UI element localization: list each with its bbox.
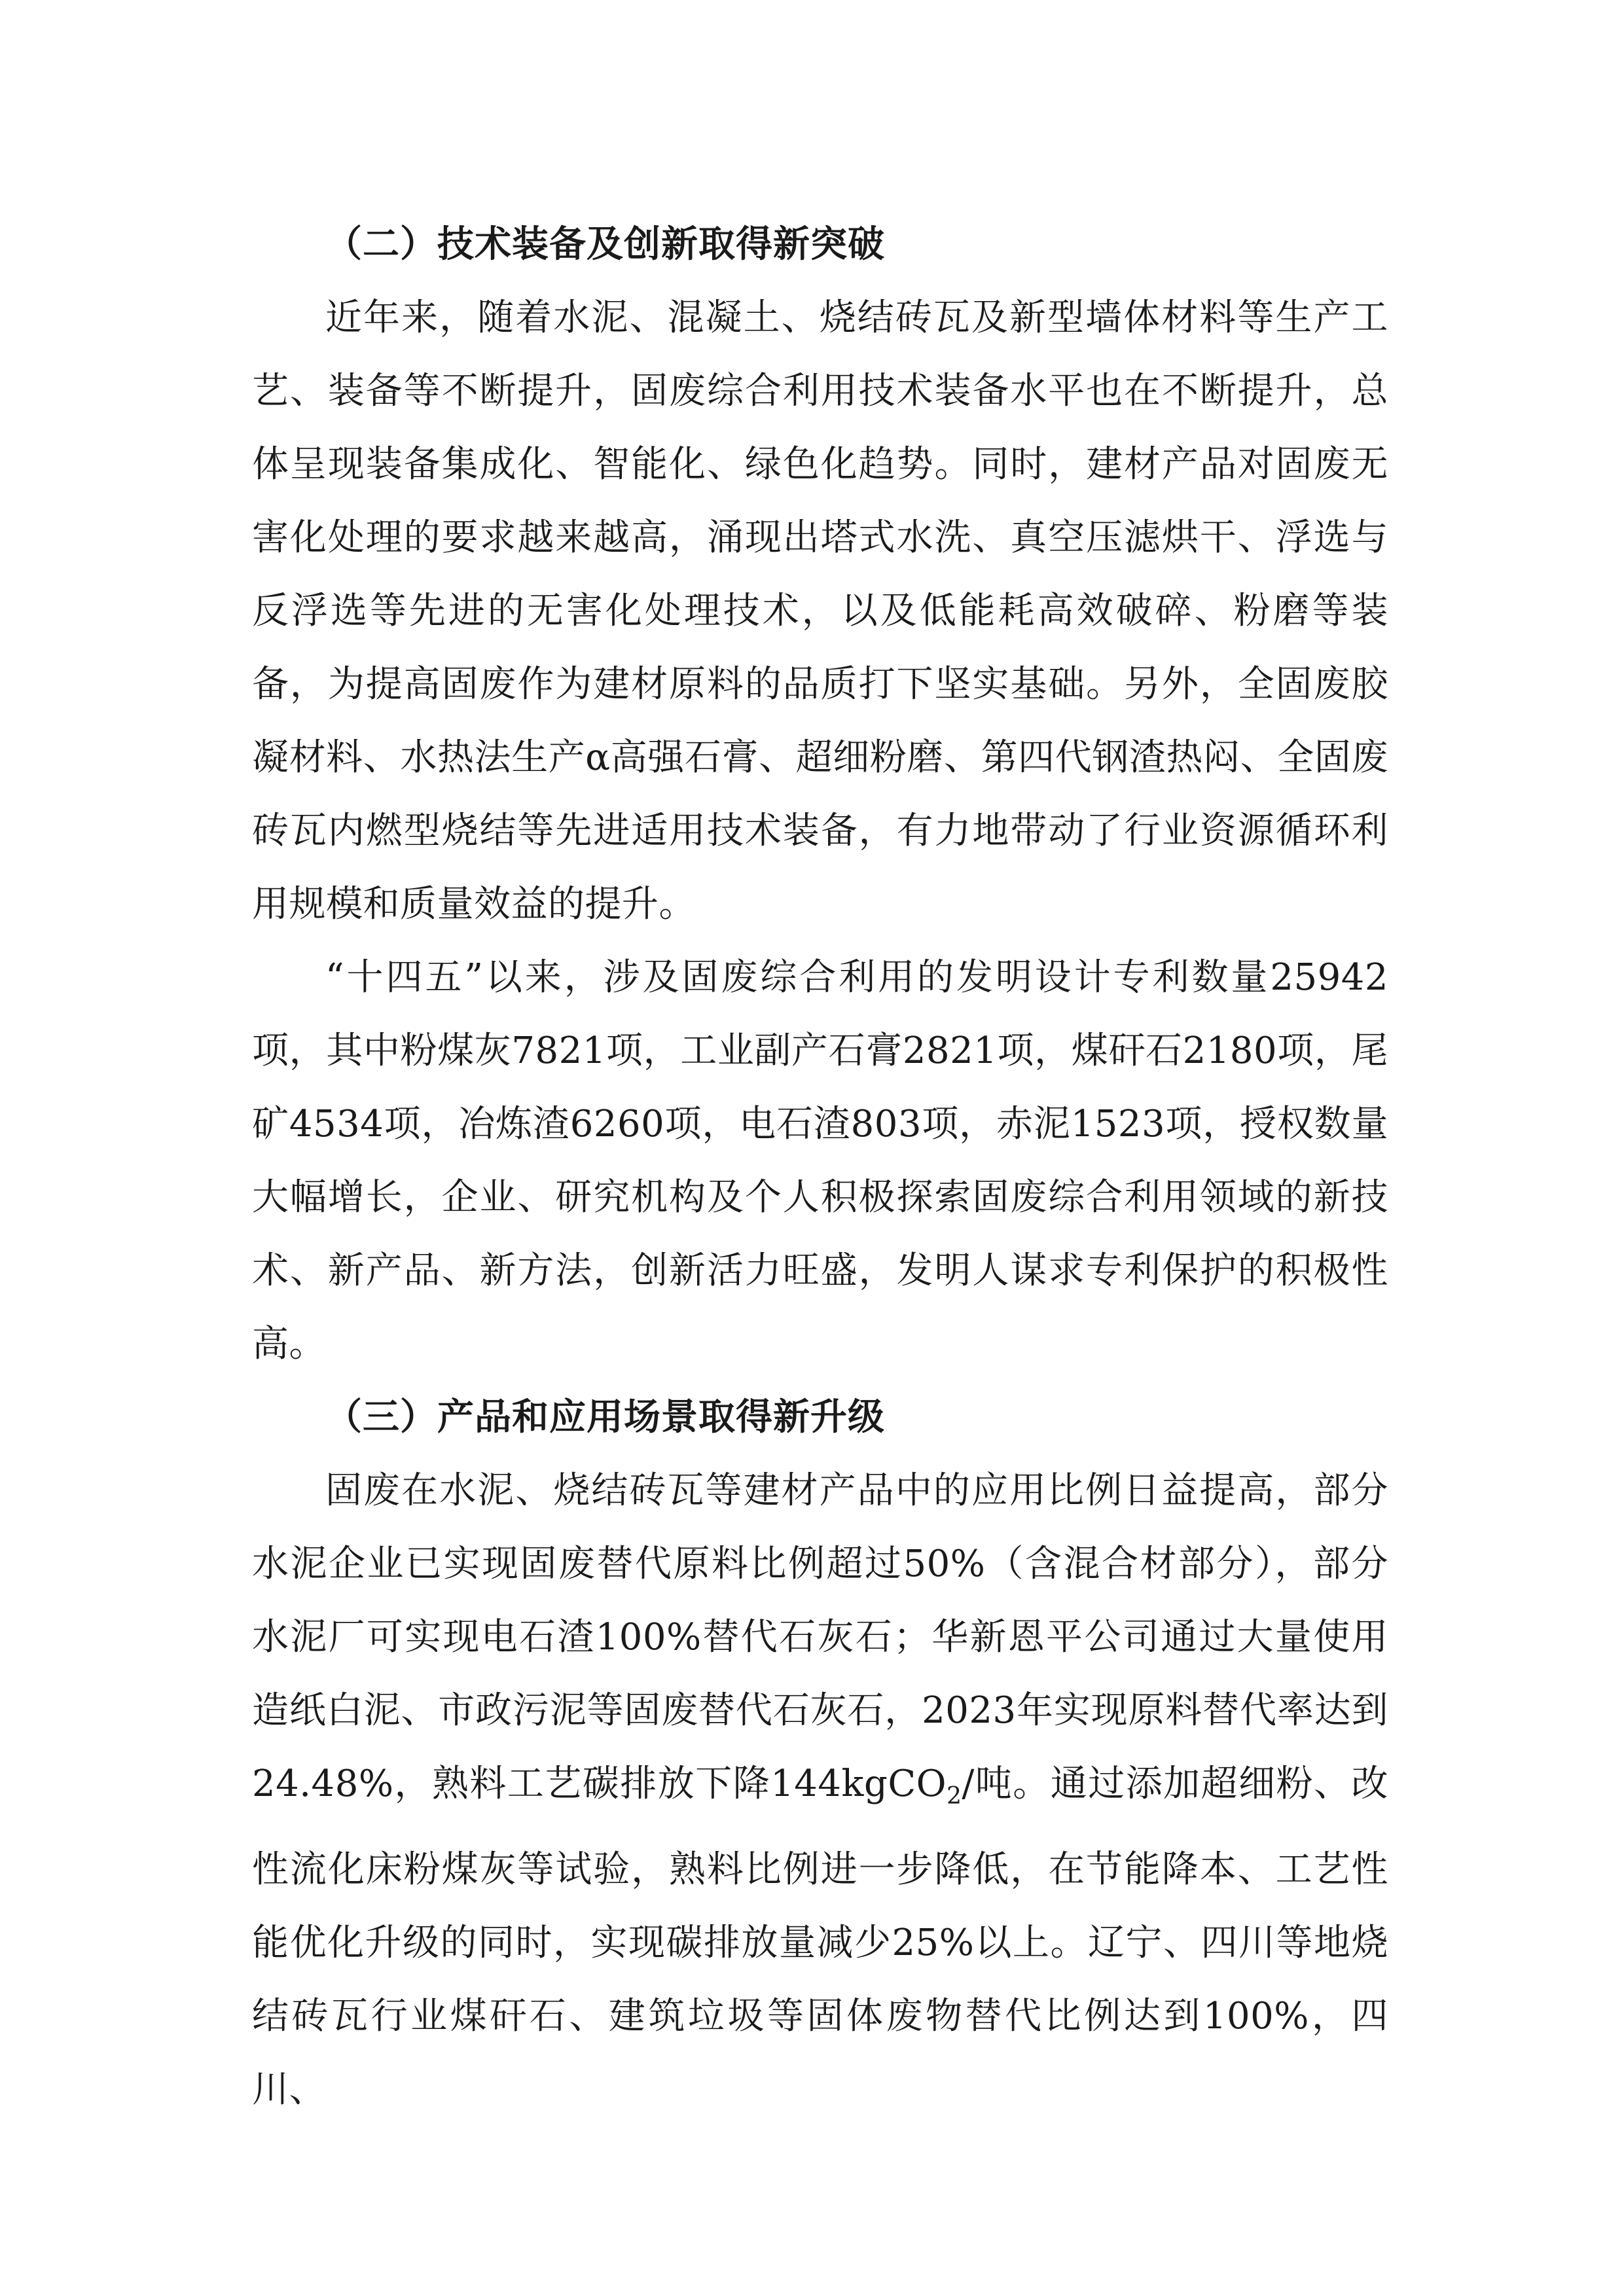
section-heading-products: （三）产品和应用场景取得新升级 (325, 1396, 885, 1439)
paragraph-patents: “十四五”以来，涉及固废综合利用的发明设计专利数量25942项，其中粉煤灰7821项，工业副产石膏2821项，煤矸石2180项，尾矿4534项，冶炼渣6260项，电石渣803项，赤泥1523项，授权数量大幅增长，企业、研究机构及个人积极探索固废综合利用领域的新技术、新产品、新方法，创新活力旺盛，发明人谋求专利保护的积极性高。 (252, 956, 1388, 1365)
paragraph-technology-equipment: 近年来，随着水泥、混凝土、烧结砖瓦及新型墙体材料等生产工艺、装备等不断提升，固废综合利用技术装备水平也在不断提升，总体呈现装备集成化、智能化、绿色化趋势。同时，建材产品对固废无害化处理的要求越来越高，涌现出塔式水洗、真空压滤烘干、浮选与反浮选等先进的无害化处理技术，以及低能耗高效破碎、粉磨等装备，为提高固废作为建材原料的品质打下坚实基础。另外，全固废胶凝材料、水热法生产α高强石膏、超细粉磨、第四代钢渣热闷、全固废砖瓦内燃型烧结等先进适用技术装备，有力地带动了行业资源循环利用规模和质量效益的提升。 (252, 296, 1388, 925)
paragraph-text-after-subscript: /吨。通过添加超细粉、改性流化床粉煤灰等试验，熟料比例进一步降低，在节能降本、工艺性能优化升级的同时，实现碳排放量减少25%以上。辽宁、四川等地烧结砖瓦行业煤矸石、建筑垃圾等固体废物替代比例达到100%，四川、 (252, 1763, 1389, 2111)
paragraph-text-before-subscript: 固废在水泥、烧结砖瓦等建材产品中的应用比例日益提高，部分水泥企业已实现固废替代原料比例超过50%（含混合材部分），部分水泥厂可实现电石渣100%替代石灰石；华新恩平公司通过大量使用造纸白泥、市政污泥等固废替代石灰石，2023年实现原料替代率达到24.48%，熟料工艺碳排放下降144kgCO (252, 1469, 1388, 1805)
co2-subscript: 2 (947, 1783, 962, 1810)
document-body (252, 208, 1388, 2126)
paragraph-products-applications (252, 1454, 1388, 2126)
section-heading-technology: （二）技术装备及创新取得新突破 (325, 223, 885, 266)
